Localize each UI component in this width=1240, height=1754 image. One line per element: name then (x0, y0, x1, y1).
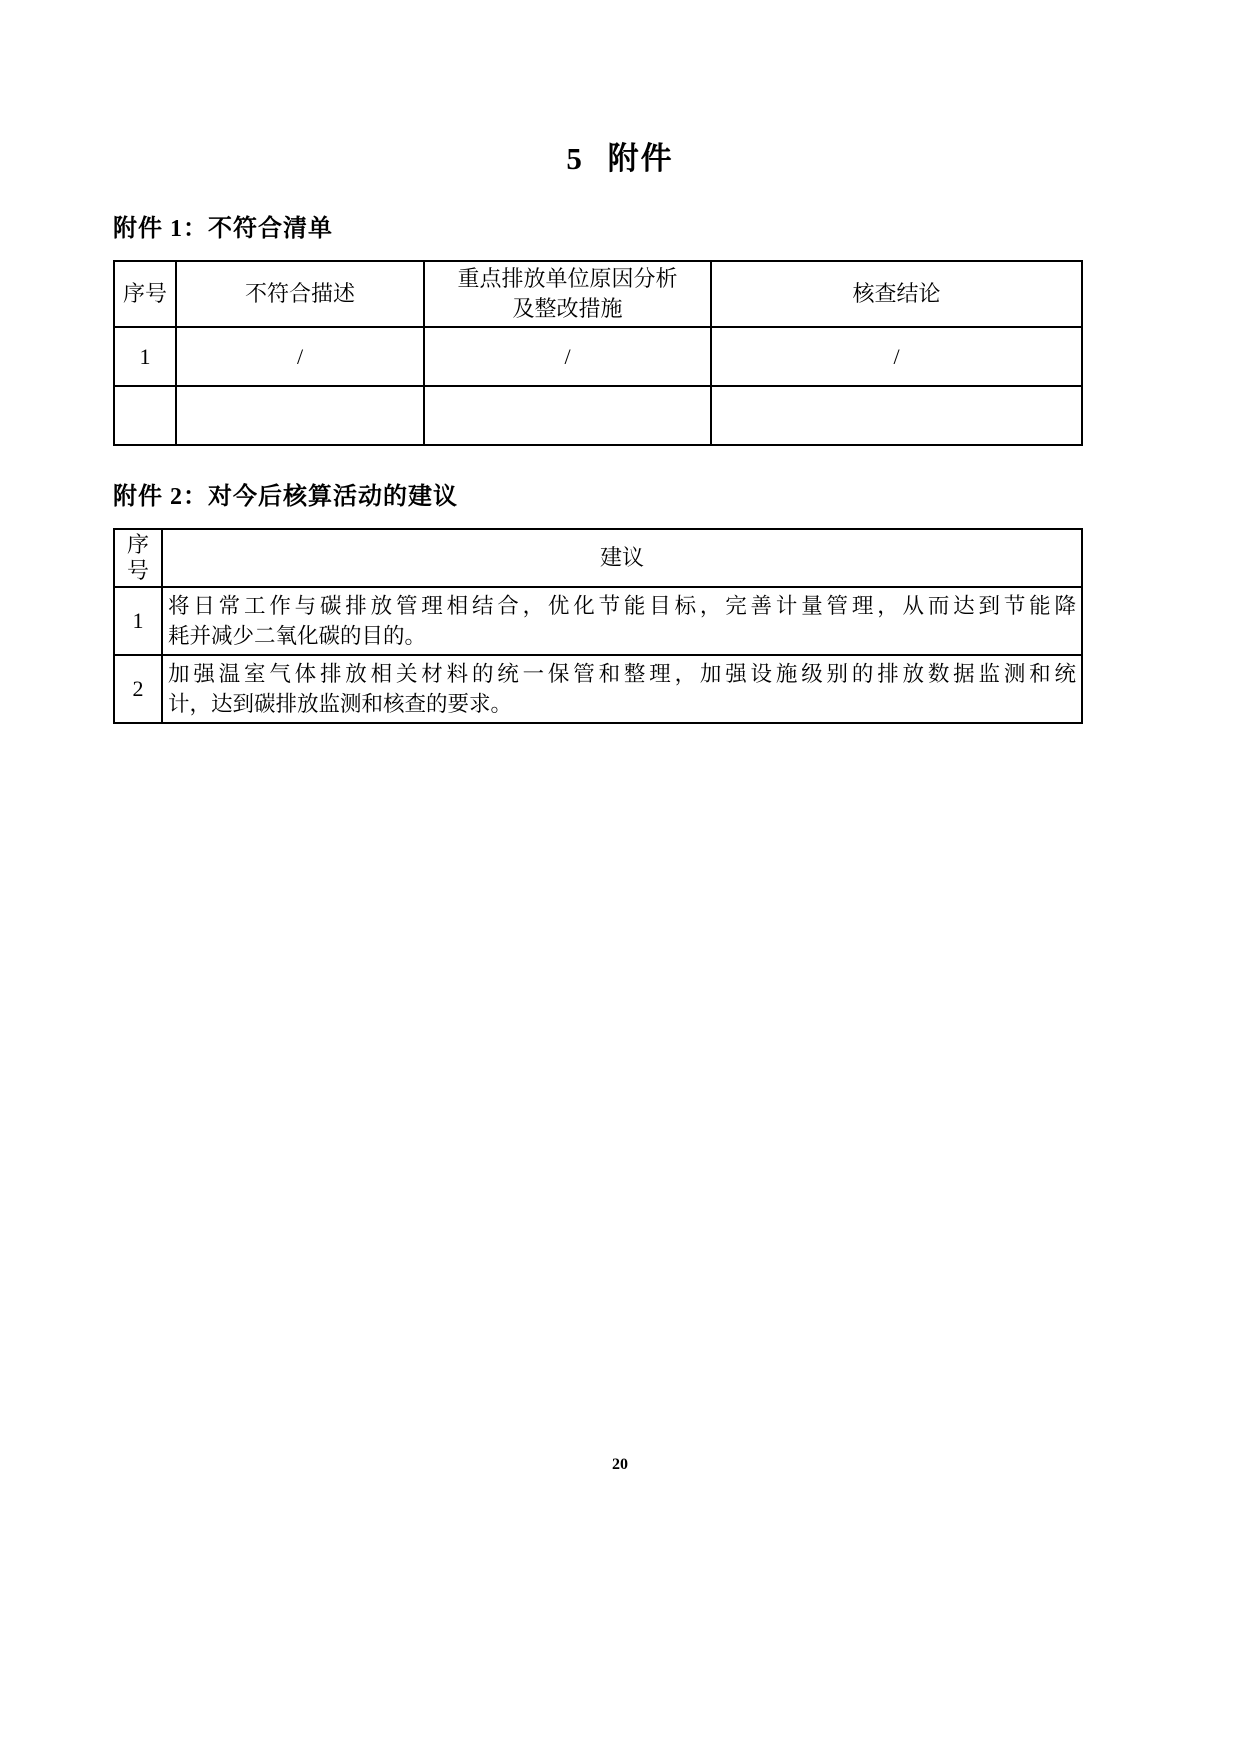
column-header-suggestion: 建议 (162, 529, 1082, 587)
nonconformity-table-header (114, 261, 1082, 327)
column-header-description: 不符合描述 (176, 261, 424, 327)
table-header-row (114, 261, 1082, 327)
cell-suggestion (162, 587, 1082, 655)
column-header-analysis (424, 261, 711, 327)
cell-no: 1 (114, 587, 162, 655)
column-header-no: 序号 (114, 529, 162, 587)
cell-no: 2 (114, 655, 162, 723)
column-header-conclusion: 核查结论 (711, 261, 1082, 327)
suggestion-line: 加强温室气体排放相关材料的统一保管和整理，加强设施级别的排放数据监测和统 (168, 662, 1076, 686)
attachment1-heading: 附件 1：不符合清单 (113, 216, 333, 242)
page-title: 5 附件 (566, 141, 674, 176)
column-header-analysis-line1: 重点排放单位原因分析 (457, 266, 678, 291)
cell-analysis: / (424, 327, 711, 386)
suggestions-table-body (114, 587, 1082, 723)
cell-no: 1 (114, 327, 176, 386)
nonconformity-table-body (114, 327, 1082, 445)
table-row (114, 655, 1082, 723)
table-row (114, 386, 1082, 445)
table-row (114, 587, 1082, 655)
cell-no (114, 386, 176, 445)
cell-description (176, 386, 424, 445)
page-number: 20 (612, 1456, 628, 1473)
attachment2-heading: 附件 2：对今后核算活动的建议 (113, 484, 458, 510)
suggestion-line: 计，达到碳排放监测和核查的要求。 (168, 692, 513, 716)
table-row (114, 327, 1082, 386)
column-header-no: 序号 (114, 261, 176, 327)
cell-suggestion (162, 655, 1082, 723)
cell-description: / (176, 327, 424, 386)
suggestion-line: 将日常工作与碳排放管理相结合，优化节能目标，完善计量管理，从而达到节能降 (168, 594, 1076, 618)
nonconformity-table (113, 260, 1083, 446)
column-header-analysis-line2: 及整改措施 (512, 296, 623, 321)
cell-conclusion: / (711, 327, 1082, 386)
suggestions-table-header (114, 529, 1082, 587)
table-header-row (114, 529, 1082, 587)
suggestion-line: 耗并减少二氧化碳的目的。 (168, 624, 427, 648)
cell-conclusion (711, 386, 1082, 445)
cell-analysis (424, 386, 711, 445)
suggestions-table (113, 528, 1083, 724)
